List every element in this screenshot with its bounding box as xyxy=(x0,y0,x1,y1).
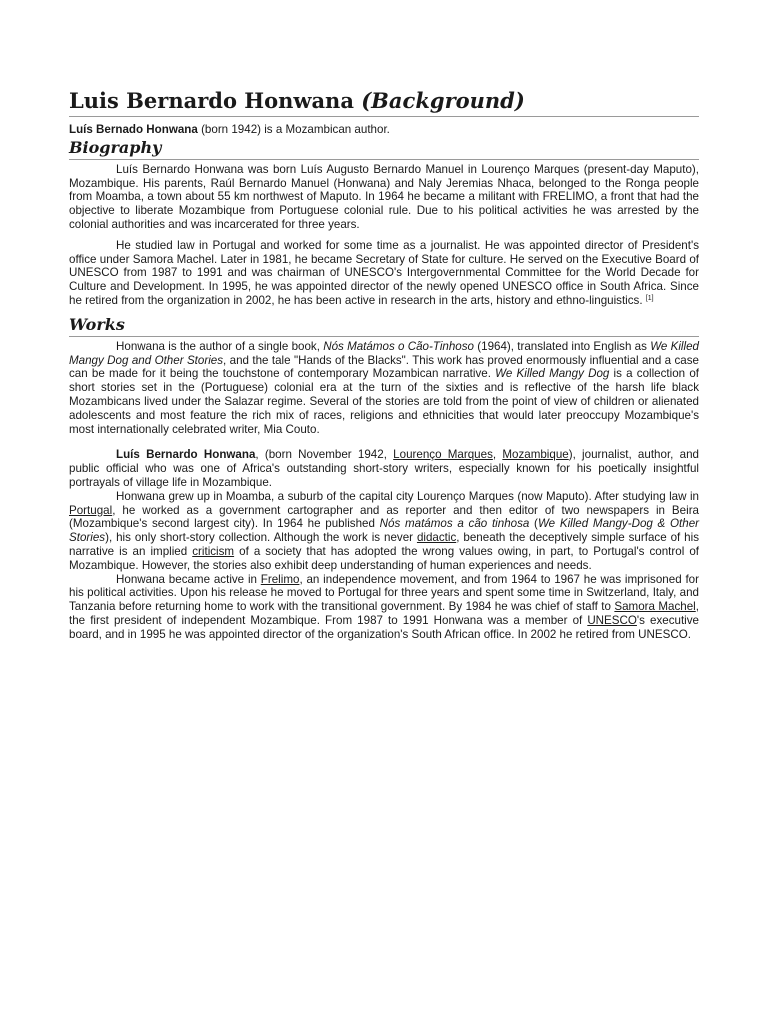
link-criticism[interactable]: criticism xyxy=(192,544,235,558)
bio2-paragraph-1 xyxy=(69,448,699,489)
text-run: Honwana is the author of a single book, xyxy=(116,339,324,353)
text-run: , and the tale "Hands of the Blacks". This work has proved enormously influential and a case can be made for it being the touchstone of contemporary Mozambican narrative. xyxy=(69,353,700,381)
text-run: ), journalist, author, and public official who was one of Africa's outstanding short-story writers, especially known for his poetically insightful portrayals of village life in Mozambique. xyxy=(69,448,699,489)
lead-sentence xyxy=(69,123,699,137)
document-page xyxy=(69,88,699,642)
lead-name: Luís Bernado Honwana xyxy=(69,123,198,136)
book-title: Nós Matámos o Cão-Tinhoso xyxy=(323,339,474,353)
link-portugal[interactable]: Portugal xyxy=(69,503,113,517)
link-mozambique[interactable]: Mozambique xyxy=(502,448,569,462)
text-run: Honwana grew up in Moamba, a suburb of the capital city Lourenço Marques (now Maputo). After studying law in xyxy=(116,489,699,503)
text-run: , he worked as a government cartographer and as reporter and then editor of two newspapers in Beira (Mozambique's second largest city). In 1964 he published xyxy=(69,503,699,531)
bio2-name: Luís Bernardo Honwana xyxy=(116,448,256,462)
book-title-portuguese: Nós matámos a cão tinhosa xyxy=(379,517,530,531)
text-run: , xyxy=(492,448,503,462)
link-samora-machel[interactable]: Samora Machel xyxy=(614,600,696,614)
title-main: Luis Bernardo Honwana xyxy=(69,88,354,113)
works-heading: Works xyxy=(69,315,699,337)
text-run: , beneath the deceptively simple surface of his narrative is an implied xyxy=(69,531,699,558)
text-run: Honwana became active in xyxy=(116,572,261,586)
link-frelimo[interactable]: Frelimo xyxy=(260,572,300,586)
text-run: , (born November 1942, xyxy=(255,448,394,462)
biography-heading: Biography xyxy=(69,138,699,160)
link-unesco[interactable]: UNESCO xyxy=(587,613,637,627)
text-run: is a collection of short stories set in the (Portuguese) colonial era at the turn of the sixties and is reflective of the harsh life black Mozambicans lived under the Salazar regime. Several of the stories are told from the point of view of children or alienated adolescents and most feature the rich mix of races, religions and ethnicities that would later preoccupy Mozambique's most internationally celebrated writer, Mia Couto. xyxy=(69,367,699,436)
works-paragraph xyxy=(69,340,699,437)
text-run: of a society that has adopted the wrong values owing, in part, to Portugal's control of Mozambique. However, the stories also exhibit deep understanding of human experiences and needs. xyxy=(69,544,699,572)
text-run: 's executive board, and in 1995 he was appointed director of the organization's South African office. In 2002 he retired from UNESCO. xyxy=(69,613,699,641)
lead-rest: (born 1942) is a Mozambican author. xyxy=(197,123,390,136)
book-title-english-short: We Killed Mangy Dog xyxy=(495,367,610,381)
book-title-english: We Killed Mangy Dog and Other Stories xyxy=(69,339,699,367)
link-didactic[interactable]: didactic xyxy=(416,531,457,545)
book-title-english-alt: We Killed Mangy-Dog & Other Stories xyxy=(69,517,700,545)
biography-paragraph-2-text: He studied law in Portugal and worked for some time as a journalist. He was appointed director of President's office under Samora Machel. Later in 1981, he became Secretary of State for culture. He served on the Executive Board of UNESCO from 1987 to 1991 and was chairman of UNESCO's Intergovernmental Committee for the World Decade for Culture and Development. In 1995, he was appointed director of the newly opened UNESCO office in South Africa. Since he retired from the organization in 2002, he has been active in research in the arts, history and ethno-linguistics. xyxy=(69,238,699,307)
title-paren: (Background) xyxy=(361,88,525,113)
biography-paragraph-1: Luís Bernardo Honwana was born Luís Augusto Bernardo Manuel in Lourenço Marques (present-day Maputo), Mozambique. His parents, Raúl Bernardo Manuel (Honwana) and Naly Jeremias Nhaca, belonged to the Ronga people from Moamba, a town about 55 km northwest of Maputo. In 1964 he became a militant with FRELIMO, a front that had the objective to liberate Mozambique from Portuguese colonial rule. Due to his political activities he was arrested by the colonial authorities and was incarcerated for three years. xyxy=(69,162,699,231)
text-run: ), his only short-story collection. Although the work is never xyxy=(105,531,417,545)
bio2-paragraph-2 xyxy=(69,490,699,573)
biography-paragraph-2 xyxy=(69,239,699,308)
link-lourenco-marques[interactable]: Lourenço Marques xyxy=(393,448,493,462)
bio2-paragraph-3 xyxy=(69,573,699,642)
text-run: , an independence movement, and from 1964 to 1967 he was imprisoned for his political activities. Upon his release he moved to Portugal for three years and spent some time in Switzerland, Italy, and Tanzania before returning home to work with the transitional government. By 1984 he was chief of staff to xyxy=(69,572,699,614)
citation-ref[interactable]: [1] xyxy=(645,294,654,302)
text-run: (1964), translated into English as xyxy=(474,339,651,353)
text-run: ( xyxy=(529,517,538,531)
text-run: , the first president of independent Mozambique. From 1987 to 1991 Honwana was a member of xyxy=(69,600,699,627)
document-title xyxy=(69,88,699,117)
